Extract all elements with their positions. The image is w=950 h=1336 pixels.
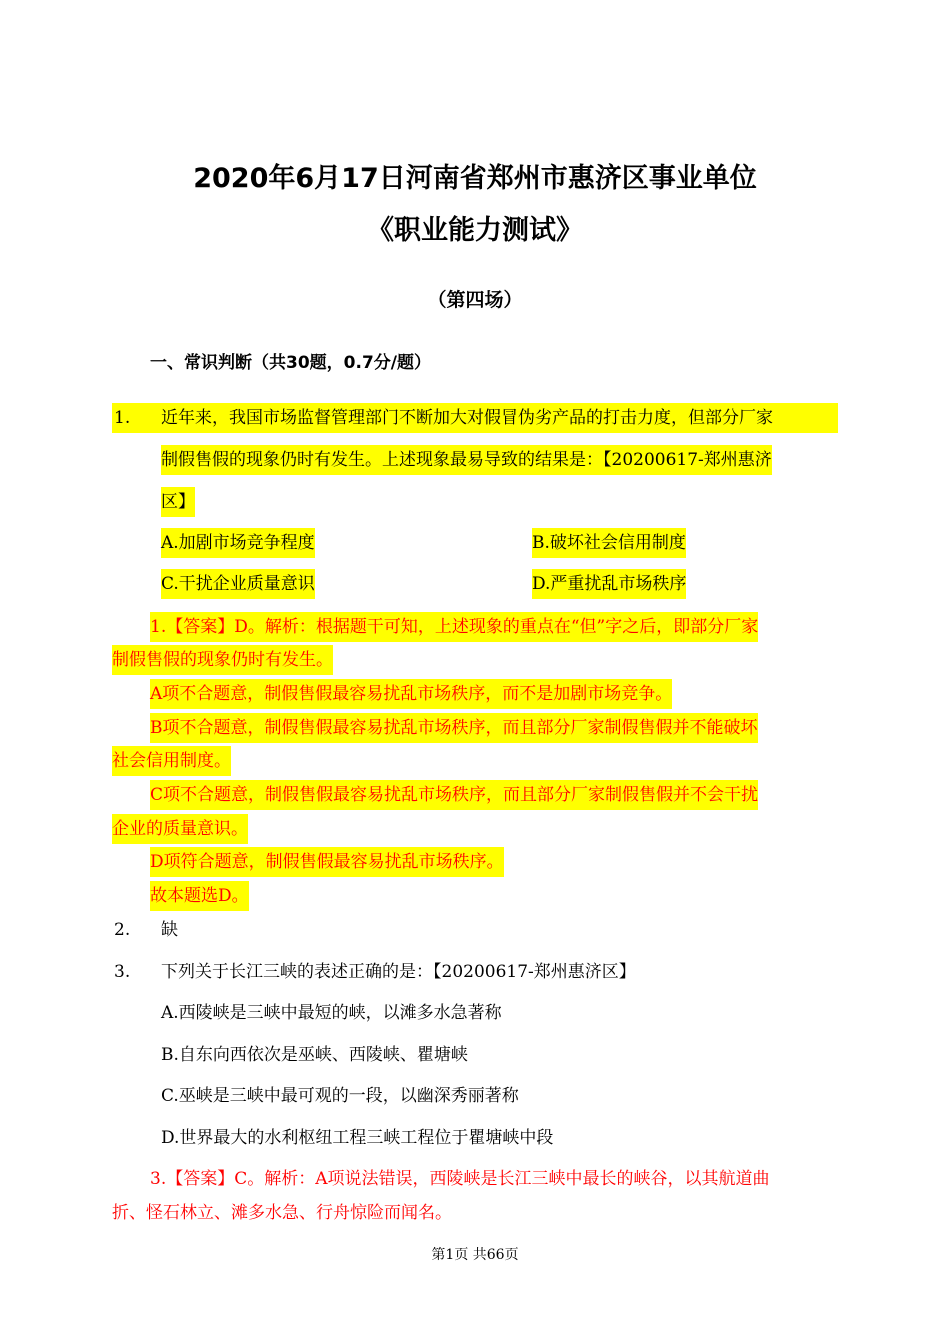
question-stem-line: 缺 [161, 920, 178, 940]
question-stem-line: 区】 [161, 487, 195, 517]
question-stem-line: 近年来，我国市场监督管理部门不断加大对假冒伪劣产品的打击力度，但部分厂家 [161, 408, 773, 428]
option-b: B.自东向西依次是巫峡、西陵峡、瞿塘峡 [161, 1045, 468, 1065]
answer-line: A项不合题意，制假售假最容易扰乱市场秩序，而不是加剧市场竞争。 [150, 679, 672, 709]
answer-line: 社会信用制度。 [112, 746, 231, 776]
answer-line: 3.【答案】C。解析：A项说法错误，西陵峡是长江三峡中最长的峡谷，以其航道曲 [150, 1169, 770, 1189]
document-title-line1: 2020年6月17日河南省郑州市惠济区事业单位 [193, 163, 757, 194]
option-c: C.巫峡是三峡中最可观的一段，以幽深秀丽著称 [161, 1086, 519, 1106]
answer-line: 故本题选D。 [150, 881, 249, 911]
option-a: A.加剧市场竞争程度 [161, 528, 315, 558]
document-title-line2: 《职业能力测试》 [367, 215, 583, 246]
answer-line: 企业的质量意识。 [112, 814, 248, 844]
question-number: 3. [114, 962, 131, 982]
section-heading: 一、常识判断（共30题，0.7分/题） [150, 353, 431, 373]
answer-line: D项符合题意，制假售假最容易扰乱市场秩序。 [150, 847, 504, 877]
option-c: C.干扰企业质量意识 [161, 569, 315, 599]
answer-line: 1.【答案】D。解析：根据题干可知，上述现象的重点在“但”字之后，即部分厂家 [150, 612, 758, 642]
answer-line: C项不合题意，制假售假最容易扰乱市场秩序，而且部分厂家制假售假并不会干扰 [150, 780, 758, 810]
question-stem-line: 下列关于长江三峡的表述正确的是：【20200617-郑州惠济区】 [161, 962, 636, 982]
option-d: D.世界最大的水利枢纽工程三峡工程位于瞿塘峡中段 [161, 1128, 554, 1148]
option-a: A.西陵峡是三峡中最短的峡，以滩多水急著称 [161, 1003, 502, 1023]
question-number: 1. [114, 408, 131, 428]
answer-line: 制假售假的现象仍时有发生。 [112, 645, 333, 675]
question-stem-line: 制假售假的现象仍时有发生。上述现象最易导致的结果是：【20200617-郑州惠济 [161, 445, 772, 475]
answer-line: B项不合题意，制假售假最容易扰乱市场秩序，而且部分厂家制假售假并不能破坏 [150, 713, 758, 743]
question-number: 2. [114, 920, 131, 940]
option-d: D.严重扰乱市场秩序 [532, 569, 686, 599]
page-footer: 第1页 共66页 [431, 1247, 519, 1263]
answer-line: 折、怪石林立、滩多水急、行舟惊险而闻名。 [112, 1203, 452, 1223]
session-label: （第四场） [427, 289, 523, 311]
option-b: B.破坏社会信用制度 [532, 528, 686, 558]
